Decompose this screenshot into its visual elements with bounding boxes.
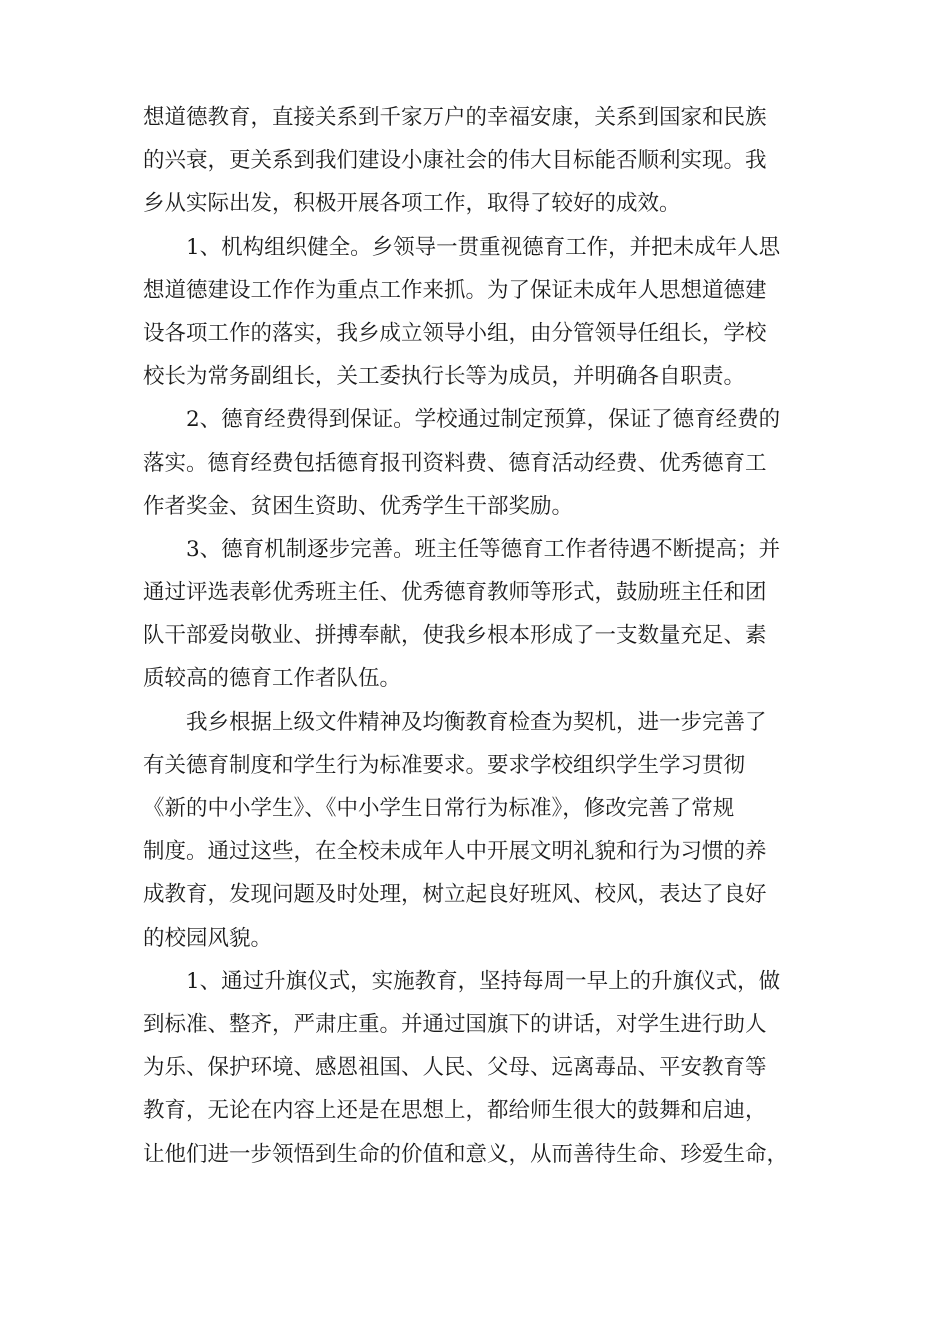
text-line: 为乐、保护环境、感恩祖国、人民、父母、远离毒品、平安教育等 [143,1055,767,1081]
text-line: 质较高的德育工作者队伍。 [143,666,402,692]
text-line: 的兴衰，更关系到我们建设小康社会的伟大目标能否顺利实现。我 [143,148,767,174]
text-line: 3、德育机制逐步完善。班主任等德育工作者待遇不断提高；并 [186,536,781,562]
text-line: 乡从实际出发，积极开展各项工作，取得了较好的成效。 [143,191,681,217]
text-line: 设各项工作的落实，我乡成立领导小组，由分管领导任组长，学校 [143,320,767,346]
text-line: 队干部爱岗敬业、拼搏奉献，使我乡根本形成了一支数量充足、素 [143,623,767,649]
text-line: 想道德建设工作作为重点工作来抓。为了保证未成年人思想道德建 [143,277,767,303]
text-line: 想道德教育，直接关系到千家万户的幸福安康，关系到国家和民族 [143,105,767,130]
text-line: 作者奖金、贫困生资助、优秀学生干部奖励。 [143,493,574,519]
text-line: 校长为常务副组长，关工委执行长等为成员，并明确各自职责。 [143,364,746,390]
text-line: 1、通过升旗仪式，实施教育，坚持每周一早上的升旗仪式，做 [186,968,781,994]
text-line: 通过评选表彰优秀班主任、优秀德育教师等形式，鼓励班主任和团 [143,580,767,606]
text-line: 我乡根据上级文件精神及均衡教育检查为契机，进一步完善了 [186,709,767,735]
text-line: 1、机构组织健全。乡领导一贯重视德育工作，并把未成年人思 [186,234,781,260]
text-line: 《新的中小学生》、《中小学生日常行为标准》，修改完善了常规 [143,796,735,821]
text-line: 2、德育经费得到保证。学校通过制定预算，保证了德育经费的 [186,407,781,433]
text-line: 成教育，发现问题及时处理，树立起良好班风、校风，表达了良好 [143,882,767,908]
text-line: 制度。通过这些，在全校未成年人中开展文明礼貌和行为习惯的养 [143,839,767,865]
text-line: 教育，无论在内容上还是在思想上，都给师生很大的鼓舞和启迪， [143,1098,767,1124]
text-line: 的校园风貌。 [143,925,273,951]
body-text [143,96,807,1176]
text-line: 落实。德育经费包括德育报刊资料费、德育活动经费、优秀德育工 [143,450,767,476]
text-line: 到标准、整齐，严肃庄重。并通过国旗下的讲话，对学生进行助人 [143,1011,767,1037]
text-line: 有关德育制度和学生行为标准要求。要求学校组织学生学习贯彻 [143,752,746,778]
text-line: 让他们进一步领悟到生命的价值和意义，从而善待生命、珍爱生命， [143,1141,789,1167]
